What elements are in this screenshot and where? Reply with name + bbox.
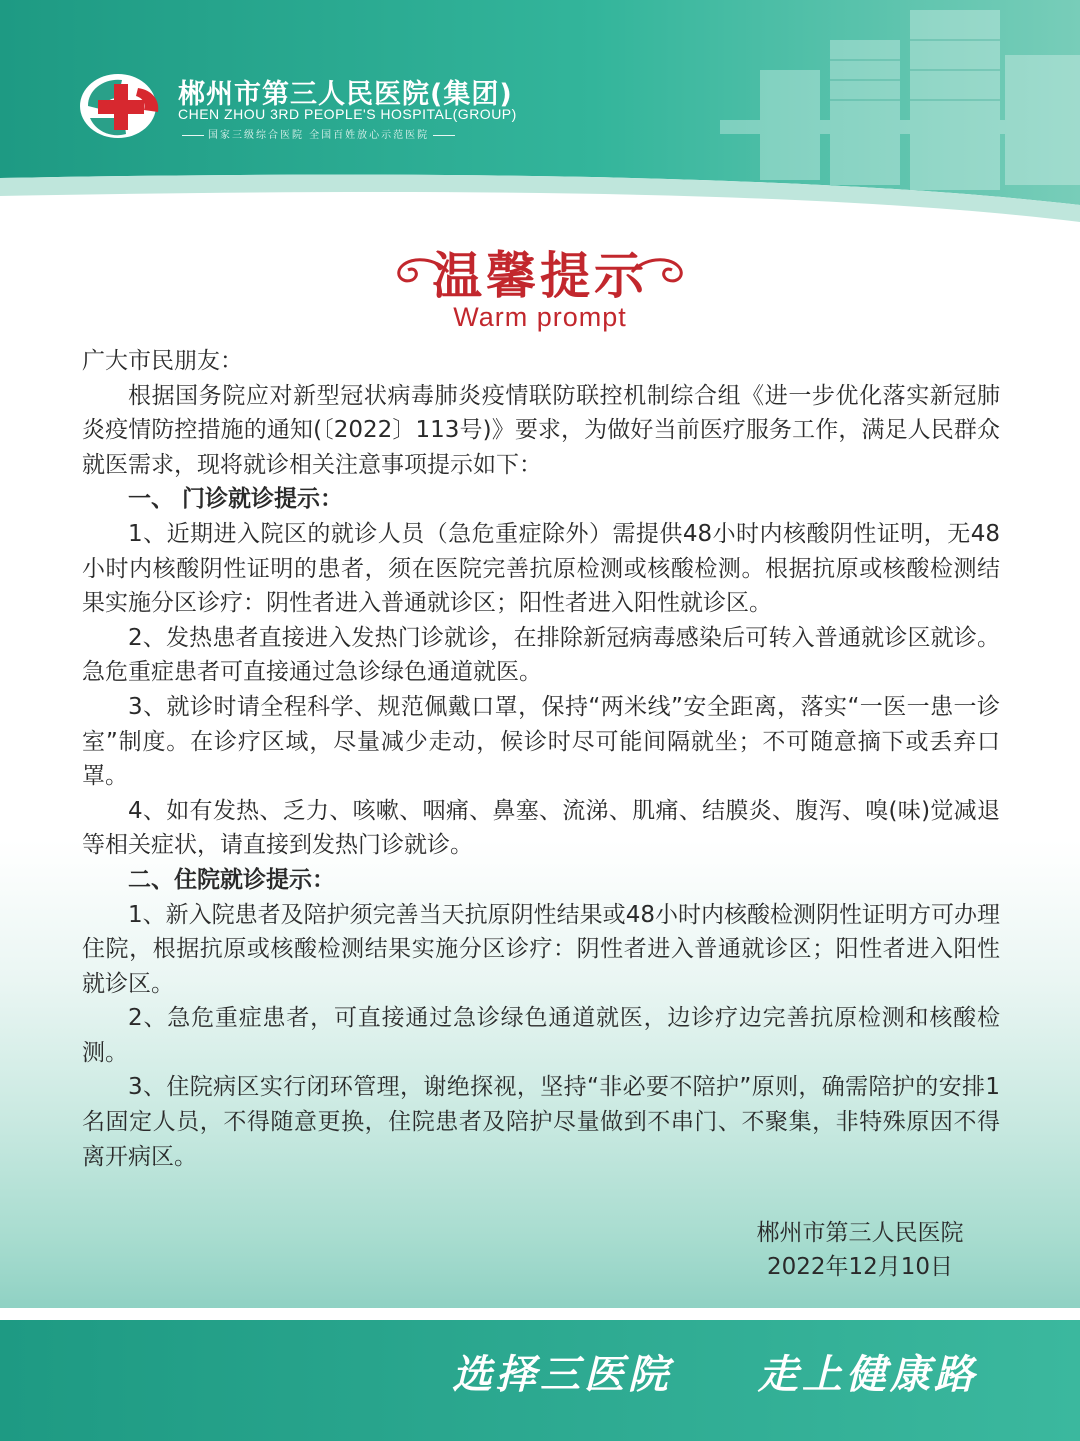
slogan-right: 走上健康路 [758, 1351, 978, 1398]
page-title: 温馨提示 [432, 246, 648, 305]
section-2-title: 二、住院就诊提示： [128, 866, 335, 893]
section-1-item: 3、就诊时请全程科学、规范佩戴口罩，保持“两米线”安全距离，落实“一医一患一诊室”制度。在诊疗区域，尽量减少走动，候诊时尽可能间隔就坐；不可随意摘下或丢弃口罩。 [82, 693, 1000, 790]
section-1-item: 1、近期进入院区的就诊人员（急危重症除外）需提供48小时内核酸阴性证明，无48小时内核酸阴性证明的患者，须在医院完善抗原检测或核酸检测。根据抗原或核酸检测结果实施分区诊疗：阴性者进入普通就诊区；阳性者进入阳性就诊区。 [82, 520, 1000, 617]
section-1-item: 4、如有发热、乏力、咳嗽、咽痛、鼻塞、流涕、肌痛、结膜炎、腹泻、嗅(味)觉减退等相关症状，请直接到发热门诊就诊。 [82, 797, 1000, 859]
flourish-right-icon [628, 252, 688, 288]
page-subtitle: Warm prompt [453, 302, 627, 332]
notice-body [82, 344, 1000, 1174]
hospital-name-en: CHEN ZHOU 3RD PEOPLE'S HOSPITAL(GROUP) [178, 106, 517, 122]
signature-date: 2022年12月10日 [766, 1254, 954, 1280]
section-2-item: 1、新入院患者及陪护须完善当天抗原阴性结果或48小时内核酸检测阴性证明方可办理住院，根据抗原或核酸检测结果实施分区诊疗：阴性者进入普通就诊区；阳性者进入阳性就诊区。 [82, 901, 1000, 997]
greeting: 广大市民朋友： [82, 348, 243, 374]
hospital-tagline: 国家三级综合医院 全国百姓放心示范医院 [178, 126, 459, 141]
section-2-item: 2、急危重症患者，可直接通过急诊绿色通道就医，边诊疗边完善抗原检测和核酸检测。 [82, 1005, 1000, 1066]
signature-org: 郴州市第三人民医院 [756, 1220, 964, 1246]
hospital-name: 郴州市第三人民医院(集团) [178, 79, 513, 110]
section-2-item: 3、住院病区实行闭环管理，谢绝探视，坚持“非必要不陪护”原则，确需陪护的安排1名固定人员，不得随意更换，住院患者及陪护尽量做到不串门、不聚集，非特殊原因不得离开病区。 [82, 1074, 1000, 1170]
hospital-logo-icon [78, 70, 164, 140]
section-1-title: 一、 门诊就诊提示： [128, 486, 344, 513]
intro-paragraph: 根据国务院应对新型冠状病毒肺炎疫情联防联控机制综合组《进一步优化落实新冠肺炎疫情防控措施的通知(〔2022〕113号)》要求，为做好当前医疗服务工作，满足人民群众就医需求，现将就诊相关注意事项提示如下： [82, 382, 1000, 478]
slogan-left: 选择三医院 [452, 1351, 672, 1398]
section-1-item: 2、发热患者直接进入发热门诊就诊，在排除新冠病毒感染后可转入普通就诊区就诊。急危重症患者可直接通过急诊绿色通道就医。 [82, 624, 1000, 686]
